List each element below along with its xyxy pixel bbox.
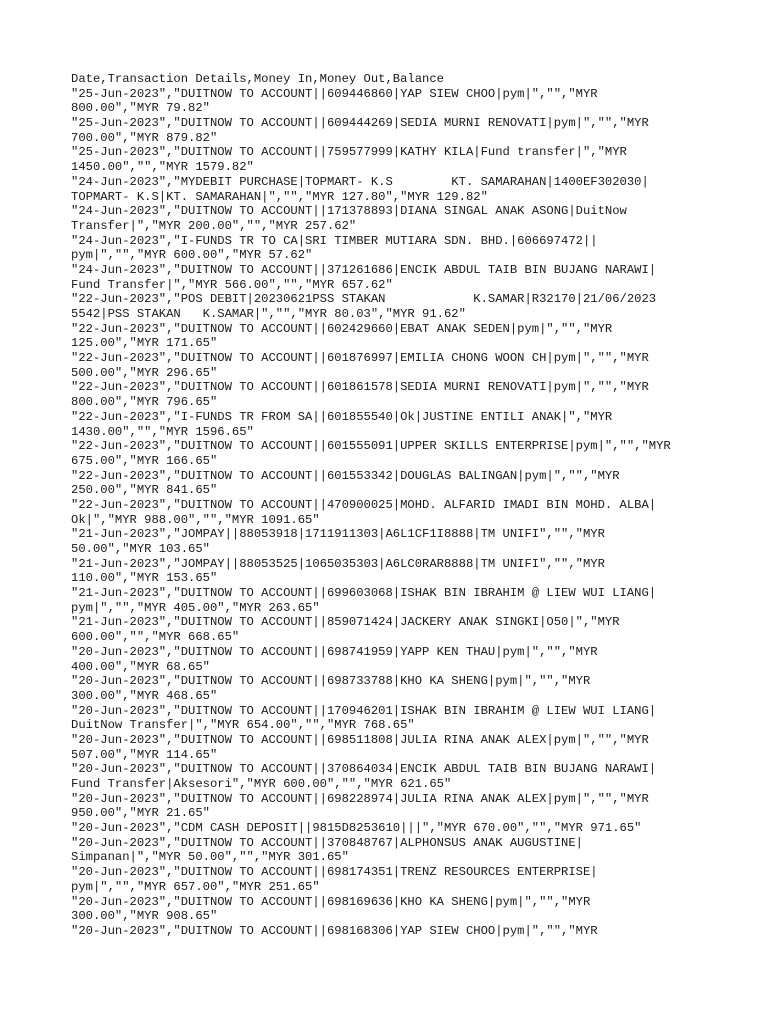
csv-line: 950.00","MYR 21.65" [71,806,210,821]
csv-line: "22-Jun-2023","DUITNOW TO ACCOUNT||601555091|UPPER SKILLS ENTERPRISE|pym|","","MYR [71,439,671,454]
csv-line: Transfer|","MYR 200.00","","MYR 257.62" [71,218,357,233]
csv-line: "20-Jun-2023","DUITNOW TO ACCOUNT||698733788|KHO KA SHENG|pym|","","MYR [71,674,591,689]
csv-line: "22-Jun-2023","POS DEBIT|20230621PSS STAKAN K.SAMAR|R32170|21/06/2023 [71,292,657,307]
csv-line: 500.00","MYR 296.65" [71,365,218,380]
csv-line: TOPMART- K.S|KT. SAMARAHAN|","","MYR 127.80","MYR 129.82" [71,189,488,204]
csv-line: "21-Jun-2023","DUITNOW TO ACCOUNT||699603068|ISHAK BIN IBRAHIM @ LIEW WUI LIANG| [71,586,657,601]
csv-line: pym|","","MYR 600.00","MYR 57.62" [71,248,313,263]
csv-line: "24-Jun-2023","I-FUNDS TR TO CA|SRI TIMBER MUTIARA SDN. BHD.|606697472|| [71,233,598,248]
csv-line: 300.00","MYR 908.65" [71,909,218,924]
csv-line: 300.00","MYR 468.65" [71,688,218,703]
csv-line: pym|","","MYR 405.00","MYR 263.65" [71,600,320,615]
csv-line: "20-Jun-2023","DUITNOW TO ACCOUNT||698168306|YAP SIEW CHOO|pym|","","MYR [71,923,598,938]
csv-line [71,968,711,983]
csv-line: DuitNow Transfer|","MYR 654.00","","MYR 768.65" [71,718,415,733]
csv-line: 110.00","MYR 153.65" [71,571,218,586]
csv-line: Fund Transfer|","MYR 566.00","","MYR 657.62" [71,277,393,292]
csv-line [71,939,711,954]
csv-line [71,983,711,998]
csv-line: 800.00","MYR 796.65" [71,395,218,410]
csv-line: Simpanan|","MYR 50.00","","MYR 301.65" [71,850,349,865]
csv-line: "20-Jun-2023","DUITNOW TO ACCOUNT||698228974|JULIA RINA ANAK ALEX|pym|","","MYR [71,791,649,806]
csv-line: "20-Jun-2023","DUITNOW TO ACCOUNT||370848767|ALPHONSUS ANAK AUGUSTINE| [71,835,583,850]
csv-line: 5542|PSS STAKAN K.SAMAR|","","MYR 80.03","MYR 91.62" [71,307,466,321]
csv-line: 600.00","","MYR 668.65" [71,630,240,645]
csv-line: 700.00","MYR 879.82" [71,130,218,145]
csv-line: "20-Jun-2023","CDM CASH DEPOSIT||9815D8253610|||","MYR 670.00","","MYR 971.65" [71,821,642,836]
csv-line: "20-Jun-2023","DUITNOW TO ACCOUNT||370864034|ENCIK ABDUL TAIB BIN BUJANG NARAWI| [71,762,657,777]
csv-line: "25-Jun-2023","DUITNOW TO ACCOUNT||759577999|KATHY KILA|Fund transfer|","MYR [71,145,627,160]
csv-line: "24-Jun-2023","MYDEBIT PURCHASE|TOPMART- K.S KT. SAMARAHAN|1400EF302030| [71,174,649,189]
csv-line: "21-Jun-2023","JOMPAY||88053918|1711911303|A6L1CF1I8888|TM UNIFI","","MYR [71,527,605,542]
csv-line: "20-Jun-2023","DUITNOW TO ACCOUNT||170946201|ISHAK BIN IBRAHIM @ LIEW WUI LIANG| [71,703,657,718]
csv-line: "22-Jun-2023","DUITNOW TO ACCOUNT||601861578|SEDIA MURNI RENOVATI|pym|","","MYR [71,380,649,395]
csv-header-line: Date,Transaction Details,Money In,Money Out,Balance [71,72,444,86]
csv-line: 800.00","MYR 79.82" [71,101,210,116]
csv-line: 507.00","MYR 114.65" [71,747,218,762]
csv-line: "25-Jun-2023","DUITNOW TO ACCOUNT||609444269|SEDIA MURNI RENOVATI|pym|","","MYR [71,116,649,131]
csv-line: 1430.00","","MYR 1596.65" [71,424,254,439]
csv-line: "22-Jun-2023","DUITNOW TO ACCOUNT||601553342|DOUGLAS BALINGAN|pym|","","MYR [71,468,620,483]
csv-line: "22-Jun-2023","DUITNOW TO ACCOUNT||601876997|EMILIA CHONG WOON CH|pym|","","MYR [71,351,649,366]
csv-line: "24-Jun-2023","DUITNOW TO ACCOUNT||371261686|ENCIK ABDUL TAIB BIN BUJANG NARAWI| [71,262,657,277]
csv-line: 1450.00","","MYR 1579.82" [71,160,254,175]
csv-line: "25-Jun-2023","DUITNOW TO ACCOUNT||609446860|YAP SIEW CHOO|pym|","","MYR [71,86,598,101]
csv-line [71,953,711,968]
csv-line: "22-Jun-2023","DUITNOW TO ACCOUNT||602429660|EBAT ANAK SEDEN|pym|","","MYR [71,321,613,336]
csv-line: "20-Jun-2023","DUITNOW TO ACCOUNT||698511808|JULIA RINA ANAK ALEX|pym|","","MYR [71,732,649,747]
csv-line: 125.00","MYR 171.65" [71,336,218,351]
csv-line: 250.00","MYR 841.65" [71,483,218,498]
csv-line: "24-Jun-2023","DUITNOW TO ACCOUNT||171378893|DIANA SINGAL ANAK ASONG|DuitNow [71,204,627,219]
csv-text-block [71,72,711,1012]
csv-line: "20-Jun-2023","DUITNOW TO ACCOUNT||698169636|KHO KA SHENG|pym|","","MYR [71,894,591,909]
csv-line: "21-Jun-2023","DUITNOW TO ACCOUNT||859071424|JACKERY ANAK SINGKI|O50|","MYR [71,615,620,630]
csv-line: "22-Jun-2023","I-FUNDS TR FROM SA||601855540|Ok|JUSTINE ENTILI ANAK|","MYR [71,409,613,424]
csv-line: 675.00","MYR 166.65" [71,453,218,468]
csv-line: Fund Transfer|Aksesori","MYR 600.00","","MYR 621.65" [71,777,452,791]
csv-line: "22-Jun-2023","DUITNOW TO ACCOUNT||470900025|MOHD. ALFARID IMADI BIN MOHD. ALBA| [71,497,657,512]
csv-line: 50.00","MYR 103.65" [71,542,210,556]
csv-line [71,997,711,1012]
csv-line: "21-Jun-2023","JOMPAY||88053525|1065035303|A6LC0RAR8888|TM UNIFI","","MYR [71,556,605,571]
csv-line: "20-Jun-2023","DUITNOW TO ACCOUNT||698741959|YAPP KEN THAU|pym|","","MYR [71,644,598,659]
csv-line: 400.00","MYR 68.65" [71,659,210,674]
csv-line: Ok|","MYR 988.00","","MYR 1091.65" [71,512,320,527]
csv-line: "20-Jun-2023","DUITNOW TO ACCOUNT||698174351|TRENZ RESOURCES ENTERPRISE| [71,865,598,880]
csv-line: pym|","","MYR 657.00","MYR 251.65" [71,879,320,894]
